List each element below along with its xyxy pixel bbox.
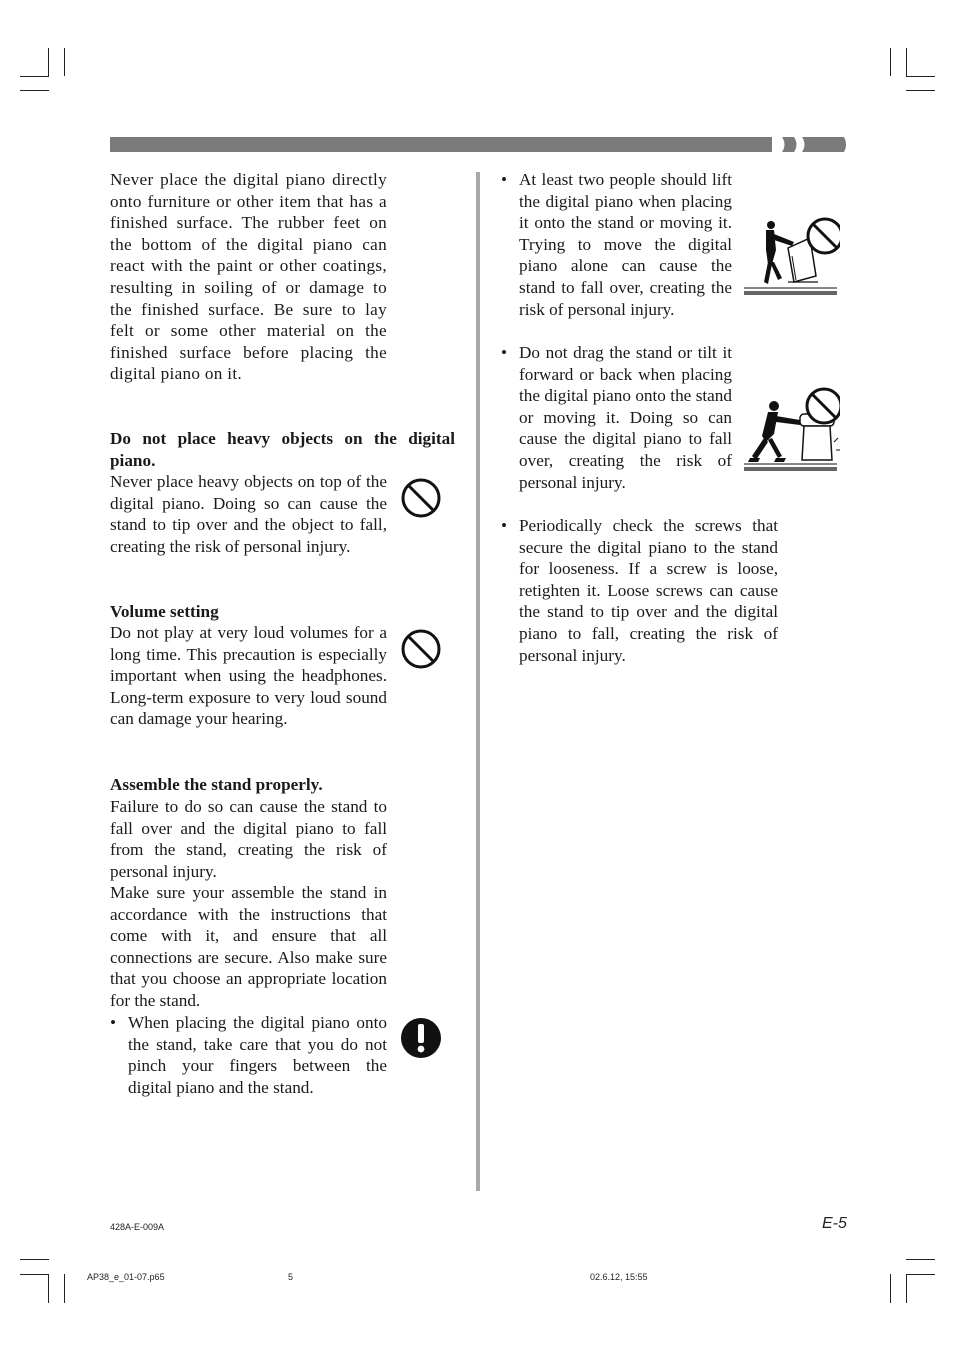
file-name: AP38_e_01-07.p65 (87, 1272, 165, 1282)
volume-heading: Volume setting (110, 602, 219, 621)
person-dragging-stand-illustration (744, 384, 840, 474)
column-divider (476, 172, 480, 1191)
bullet-marker: • (501, 516, 508, 535)
document-code: 428A-E-009A (110, 1222, 165, 1232)
heavy-objects-body: Never place heavy objects on top of the digital piano. Doing so can cause the stand to tip over and the object to fall, creating the risk of personal injury. (110, 472, 387, 556)
heavy-objects-heading: Do not place heavy objects on the digital piano. (110, 429, 455, 470)
bullet-marker: • (501, 343, 508, 362)
intro-paragraph: Never place the digital piano directly onto furniture or other item that has a finished surface. The rubber feet on the bottom of the digital piano can react with the paint or other coatings, resulting in soiling of or damage to the finished surface. Be sure to lay felt or some other material on the finished surface before placing the digital piano on it. (110, 170, 387, 384)
assemble-body-1: Failure to do so can cause the stand to fall over and the digital piano to fall from the stand, creating the risk of personal injury. (110, 797, 387, 881)
assemble-bullet-text: When placing the digital piano onto the stand, take care that you do not pinch your fingers between the digital piano and the stand. (128, 1013, 387, 1097)
lift-bullet-text: At least two people should lift the digital piano when placing it onto the stand or moving it. Trying to move the digital piano alone can cause the stand to fall over, creating the risk of personal injury. (519, 170, 732, 319)
bullet-marker: • (501, 170, 508, 189)
assemble-heading: Assemble the stand properly. (110, 775, 323, 794)
assemble-body-2: Make sure your assemble the stand in accordance with the instructions that come with it, and ensure that all connections are secure. Also make sure that you choose an appropriate location for the stand. (110, 883, 387, 1010)
bullet-marker: • (110, 1013, 117, 1032)
page-number: E-5 (822, 1215, 847, 1232)
list-item (501, 342, 732, 493)
list-item (110, 1012, 387, 1098)
prohibition-icon (400, 477, 442, 519)
volume-body: Do not play at very loud volumes for a long time. This precaution is especially important when using the headphones. Long-term exposure to very loud sound can damage your hearing. (110, 623, 387, 729)
timestamp: 02.6.12, 15:55 (590, 1272, 648, 1282)
sheet-number: 5 (288, 1272, 294, 1282)
list-item (501, 169, 732, 320)
person-lifting-piano-illustration (744, 212, 840, 300)
drag-bullet-text: Do not drag the stand or tilt it forward or back when placing the digital piano onto the stand or moving it. Doing so can cause the digital piano to fall over, creating the risk of personal injury. (519, 343, 732, 492)
header-bar (110, 137, 848, 152)
screws-bullet-text: Periodically check the screws that secure the digital piano to the stand for looseness. If a screw is loose, retighten it. Loose screws can cause the stand to tip over and the digital piano to fall, creating the risk of personal injury. (519, 516, 778, 665)
prohibition-icon (400, 628, 442, 670)
exclamation-icon (400, 1017, 442, 1059)
list-item (501, 515, 778, 666)
